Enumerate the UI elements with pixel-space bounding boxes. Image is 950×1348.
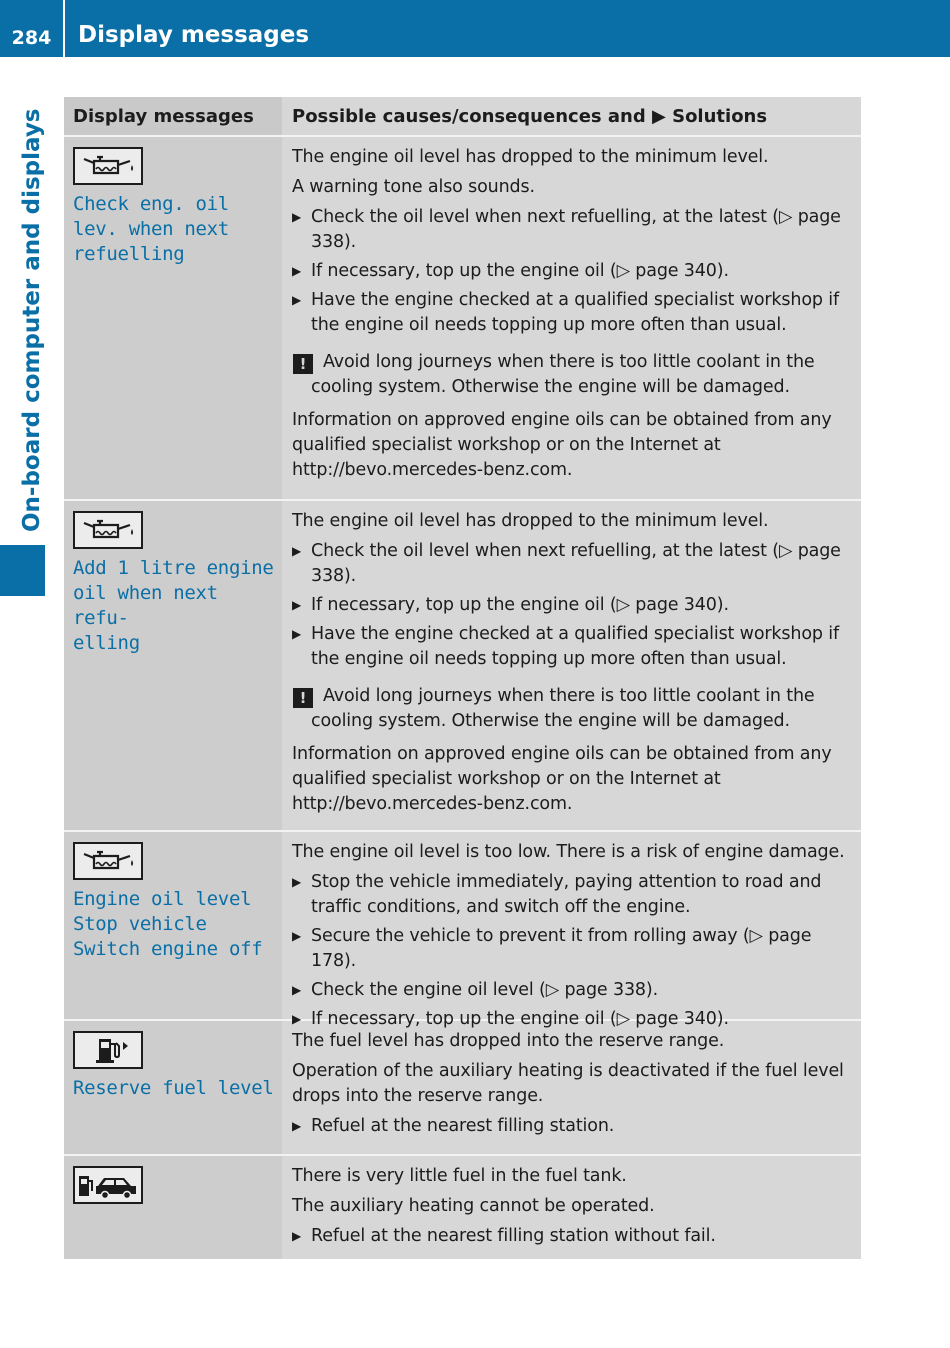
table-header — [64, 97, 861, 137]
solution-step: ▶ If necessary, top up the engine oil (▷ page 340). — [292, 1007, 853, 1032]
message-cell — [64, 1021, 282, 1154]
info-text: Information on approved engine oils can be obtained from any qualified specialist workshop or on the Internet at http://bevo.mercedes-benz.com. — [292, 410, 832, 480]
header-divider — [63, 0, 65, 57]
table-row — [64, 832, 861, 1029]
info-text: Information on approved engine oils can be obtained from any qualified specialist workshop or on the Internet at http://bevo.mercedes-benz.com. — [292, 744, 832, 814]
solution-cell — [282, 1156, 861, 1259]
display-messages-table — [64, 97, 861, 1259]
fuel-pump-icon — [73, 1031, 143, 1069]
message-text: Add 1 litre engine oil when next refu- elling — [73, 557, 274, 654]
engine-oil-can-icon — [73, 842, 143, 880]
solution-cell — [282, 137, 861, 499]
message-cell — [64, 137, 282, 499]
solution-step: ▶ Have the engine checked at a qualified specialist workshop if the engine oil needs topping up more often than usual. — [292, 288, 853, 338]
message-cell — [64, 832, 282, 1019]
fuel-pump-car-icon — [73, 1166, 143, 1204]
message-text: Reserve fuel level — [73, 1077, 274, 1099]
solution-step: ▶ Stop the vehicle immediately, paying attention to road and traffic conditions, and switch off the engine. — [292, 870, 853, 920]
table-row — [64, 1021, 861, 1156]
message-cell — [64, 501, 282, 830]
warning-icon: ! — [293, 688, 313, 708]
solution-step: ▶ If necessary, top up the engine oil (▷ page 340). — [292, 593, 853, 618]
cause-text: A warning tone also sounds. — [292, 177, 535, 197]
solution-step: ▶ Refuel at the nearest filling station. — [292, 1114, 853, 1139]
cause-text: The engine oil level is too low. There is a risk of engine damage. — [292, 842, 845, 862]
message-cell — [64, 1156, 282, 1259]
chapter-label: On-board computer and displays — [19, 108, 45, 532]
table-row — [64, 501, 861, 832]
cause-text: The engine oil level has dropped to the minimum level. — [292, 511, 769, 531]
cause-text: The fuel level has dropped into the reserve range. — [292, 1031, 725, 1051]
message-text: Engine oil level Stop vehicle Switch engine off — [73, 888, 263, 960]
engine-oil-can-icon — [73, 147, 143, 185]
warning-note — [292, 684, 853, 734]
warning-text: Avoid long journeys when there is too little coolant in the cooling system. Otherwise the engine will be damaged. — [311, 352, 815, 397]
solution-cell — [282, 1021, 861, 1154]
solution-step: ▶ If necessary, top up the engine oil (▷ page 340). — [292, 259, 853, 284]
page-number: 284 — [11, 27, 52, 49]
solution-step: ▶ Check the engine oil level (▷ page 338). — [292, 978, 853, 1003]
solution-step: ▶ Secure the vehicle to prevent it from rolling away (▷ page 178). — [292, 924, 853, 974]
page-title: Display messages — [78, 22, 310, 48]
solution-step: ▶ Check the oil level when next refuelling, at the latest (▷ page 338). — [292, 539, 853, 589]
solution-step: ▶ Have the engine checked at a qualified specialist workshop if the engine oil needs topping up more often than usual. — [292, 622, 853, 672]
message-text: Check eng. oil lev. when next refuelling — [73, 193, 229, 265]
column-header-messages: Display messages — [73, 106, 254, 127]
warning-note — [292, 350, 853, 400]
cause-text: The auxiliary heating cannot be operated. — [292, 1196, 655, 1216]
cause-text: There is very little fuel in the fuel tank. — [292, 1166, 627, 1186]
chapter-tab — [0, 545, 45, 596]
warning-icon: ! — [293, 354, 313, 374]
solution-cell — [282, 832, 861, 1029]
table-row — [64, 1156, 861, 1259]
warning-text: Avoid long journeys when there is too little coolant in the cooling system. Otherwise the engine will be damaged. — [311, 686, 815, 731]
solution-step: ▶ Refuel at the nearest filling station without fail. — [292, 1224, 853, 1249]
solution-cell — [282, 501, 861, 830]
table-row — [64, 137, 861, 501]
column-header-solutions: Possible causes/consequences and ▶ Solutions — [282, 97, 861, 135]
cause-text: The engine oil level has dropped to the minimum level. — [292, 147, 769, 167]
solution-step: ▶ Check the oil level when next refuelling, at the latest (▷ page 338). — [292, 205, 853, 255]
cause-text: Operation of the auxiliary heating is deactivated if the fuel level drops into the reserve range. — [292, 1061, 844, 1106]
engine-oil-can-icon — [73, 511, 143, 549]
